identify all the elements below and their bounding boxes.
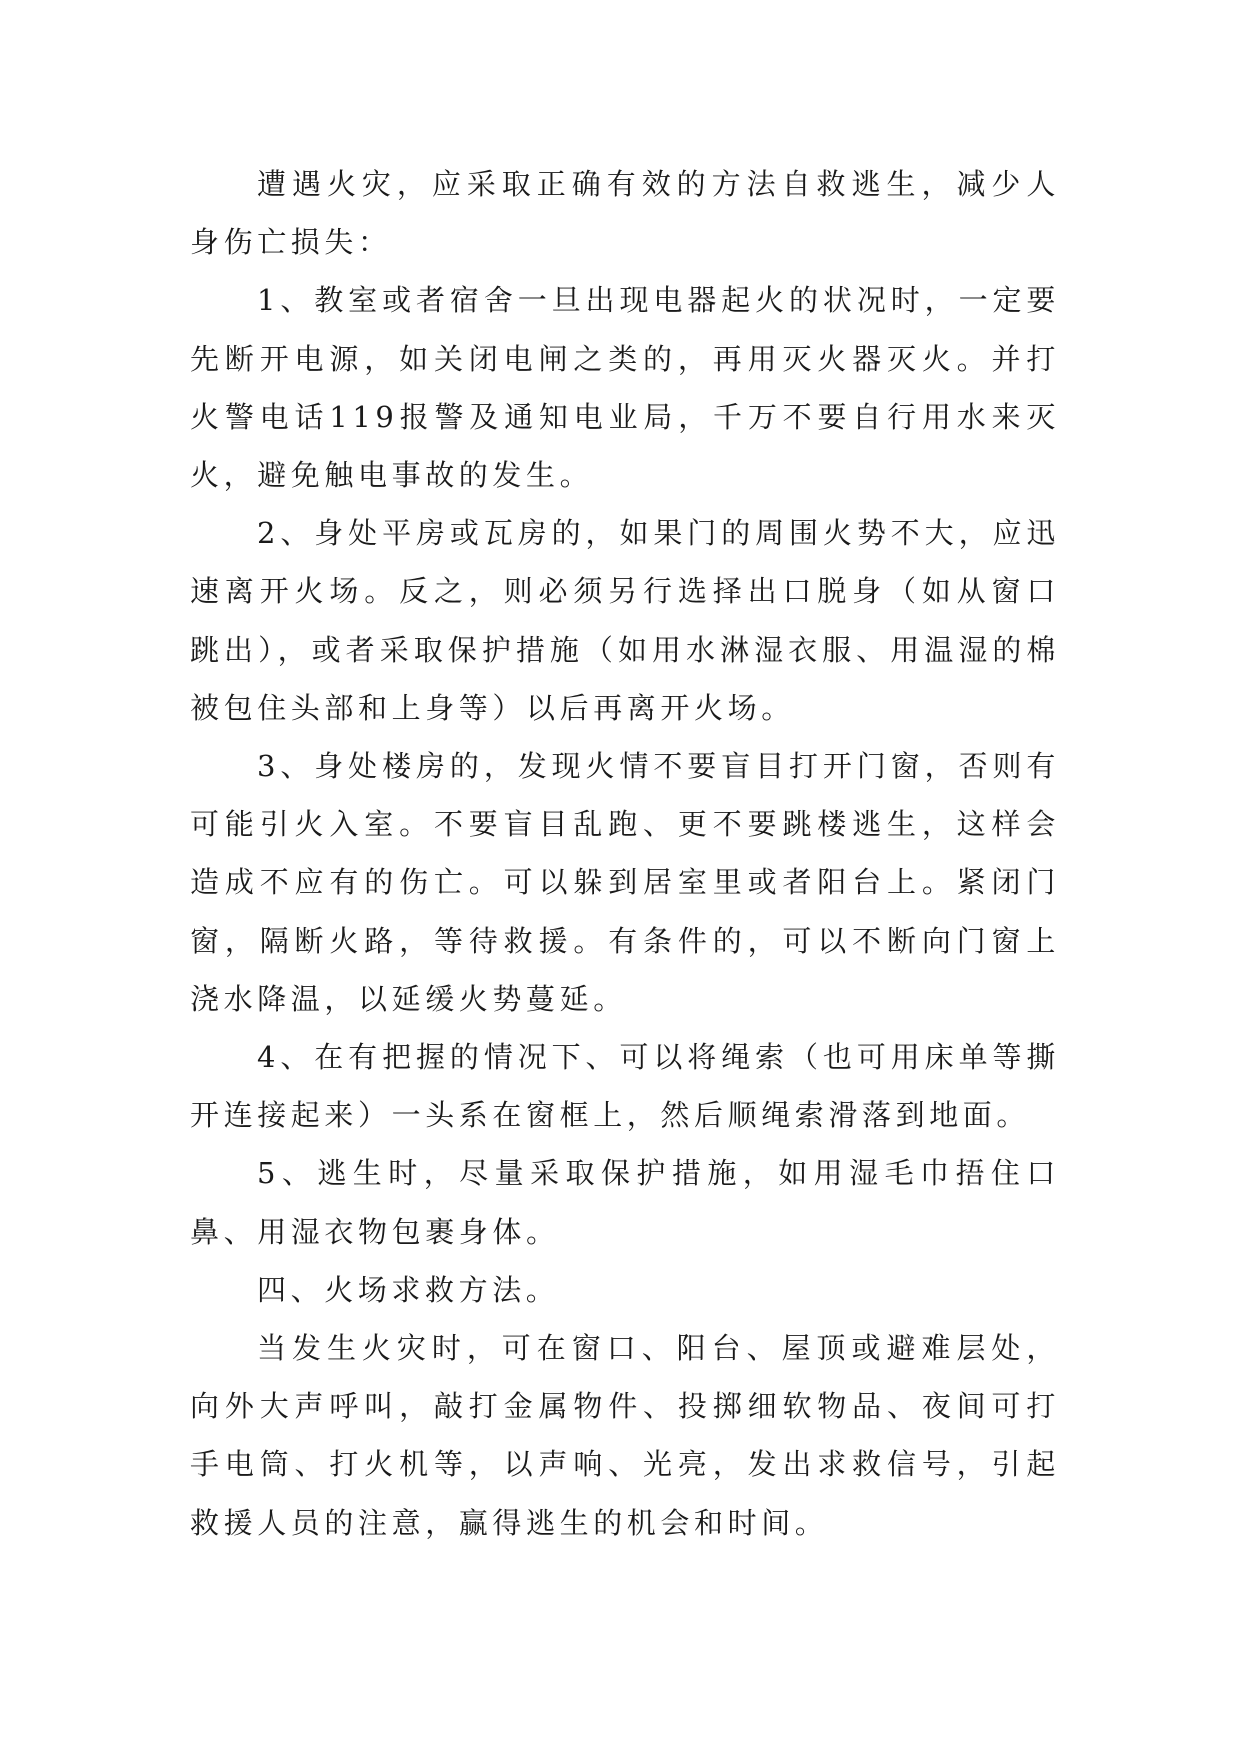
document-body	[190, 155, 1060, 1552]
paragraph-item-3: 3、身处楼房的，发现火情不要盲目打开门窗，否则有可能引火入室。不要盲目乱跑、更不要跳楼逃生，这样会造成不应有的伤亡。可以躲到居室里或者阳台上。紧闭门窗，隔断火路，等待救援。有条件的，可以不断向门窗上浇水降温，以延缓火势蔓延。	[190, 749, 1060, 1016]
section-heading: 四、火场求救方法。	[257, 1272, 560, 1307]
paragraph-item-4: 4、在有把握的情况下、可以将绳索（也可用床单等撕开连接起来）一头系在窗框上，然后顺绳索滑落到地面。	[190, 1040, 1060, 1133]
paragraph-intro: 遭遇火灾，应采取正确有效的方法自救逃生，减少人身伤亡损失：	[190, 167, 1060, 260]
paragraph-rescue: 当发生火灾时，可在窗口、阳台、屋顶或避难层处，向外大声呼叫，敲打金属物件、投掷细软物品、夜间可打手电筒、打火机等，以声响、光亮，发出求救信号，引起救援人员的注意，赢得逃生的机会和时间。	[190, 1331, 1060, 1540]
paragraph-item-1: 1、教室或者宿舍一旦出现电器起火的状况时，一定要先断开电源，如关闭电闸之类的，再用灭火器灭火。并打火警电话119报警及通知电业局，千万不要自行用水来灭火，避免触电事故的发生。	[190, 283, 1060, 493]
paragraph-item-2: 2、身处平房或瓦房的，如果门的周围火势不大，应迅速离开火场。反之，则必须另行选择出口脱身（如从窗口跳出），或者采取保护措施（如用水淋湿衣服、用温湿的棉被包住头部和上身等）以后再离开火场。	[190, 516, 1060, 725]
paragraph-item-5: 5、逃生时，尽量采取保护措施，如用湿毛巾捂住口鼻、用湿衣物包裹身体。	[190, 1156, 1060, 1249]
